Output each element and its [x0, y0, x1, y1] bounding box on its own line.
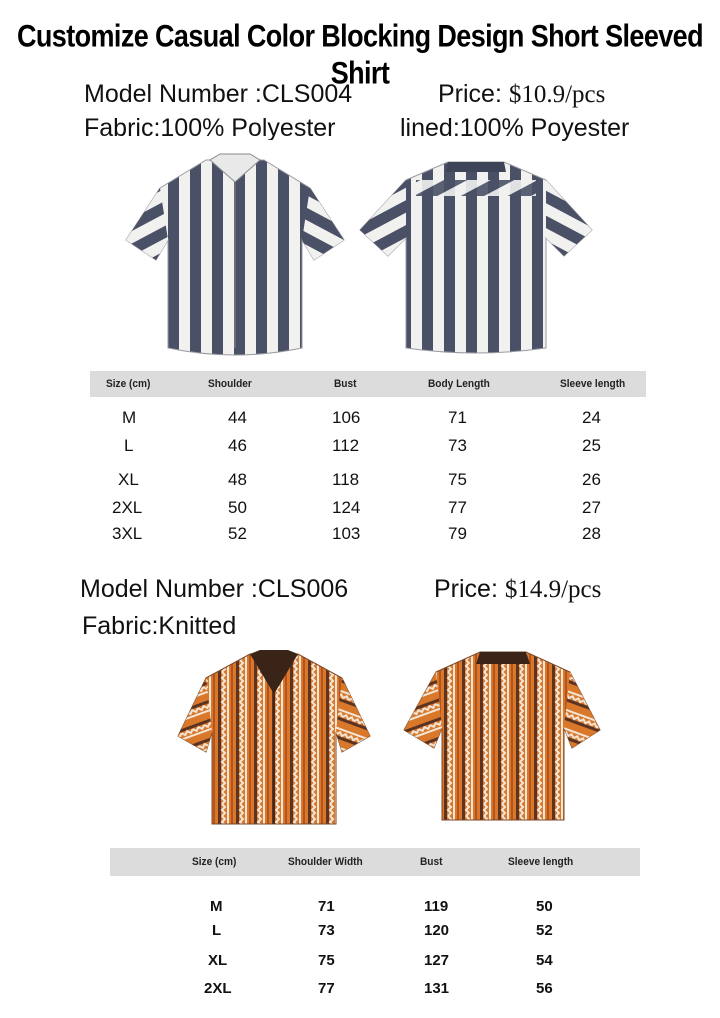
table-cell: 118 [332, 470, 360, 489]
knitted-shirt-front-image [176, 648, 372, 830]
table-cell: M [210, 898, 223, 915]
table1-header-body-length: Body Length [428, 378, 490, 390]
table1-header-size: Size (cm) [106, 378, 151, 390]
table-cell: XL [118, 470, 139, 489]
table-cell: 120 [424, 922, 450, 939]
table-cell: 48 [228, 470, 247, 489]
table-cell: 73 [448, 436, 467, 455]
table-cell: 28 [582, 524, 601, 543]
table-cell: M [122, 408, 137, 427]
table-cell: 71 [318, 898, 335, 915]
table-cell: L [124, 436, 134, 455]
table1-header-bust: Bust [334, 378, 357, 390]
table-cell: 127 [424, 952, 450, 969]
table-cell: XL [208, 952, 228, 969]
table-cell: 50 [536, 898, 553, 915]
table-cell: 25 [582, 436, 601, 455]
table-cell: 54 [536, 952, 553, 969]
knitted-shirt-back-image [402, 648, 602, 826]
table2-header-bust: Bust [420, 856, 443, 868]
price-value-2: $14.9/pcs [504, 576, 602, 603]
table-cell: 50 [228, 498, 247, 517]
table-cell: 44 [228, 408, 247, 427]
lining-1: lined:100% Poyester [400, 114, 630, 142]
table1-header-shoulder: Shoulder [208, 378, 252, 390]
table-cell: 3XL [112, 524, 143, 543]
table2-header-size: Size (cm) [192, 856, 237, 868]
table-cell: L [212, 922, 222, 939]
striped-shirt-back-image [356, 152, 596, 356]
model-number-1: Model Number :CLS004 [84, 80, 353, 108]
table-cell: 119 [424, 898, 449, 915]
table-cell: 26 [582, 470, 601, 489]
table-cell: 103 [332, 524, 361, 543]
table2-header-sleeve-length: Sleeve length [508, 856, 574, 868]
table-cell: 56 [536, 980, 553, 997]
table-cell: 52 [228, 524, 247, 543]
table-cell: 77 [318, 980, 335, 997]
table-cell: 71 [448, 408, 467, 427]
price-value-1: $10.9/pcs [508, 81, 606, 108]
price-label-1: Price: [438, 80, 502, 108]
table-cell: 2XL [204, 980, 232, 997]
table-cell: 112 [332, 436, 360, 455]
table-cell: 131 [424, 980, 450, 997]
table-cell: 75 [448, 470, 467, 489]
size-table-2-header [110, 848, 640, 876]
table-cell: 46 [228, 436, 247, 455]
table-cell: 77 [448, 498, 467, 517]
price-label-2: Price: [434, 575, 498, 603]
table-cell: 79 [448, 524, 467, 543]
fabric-2: Fabric:Knitted [82, 612, 237, 640]
table-cell: 52 [536, 922, 553, 939]
price-2 [434, 575, 601, 604]
size-table-1-header [90, 371, 646, 397]
striped-shirt-front-image [124, 148, 346, 360]
table1-header-sleeve-length: Sleeve length [560, 378, 626, 390]
fabric-1: Fabric:100% Polyester [84, 114, 336, 140]
price-1 [438, 80, 605, 109]
table-cell: 124 [332, 498, 361, 517]
table-cell: 2XL [112, 498, 143, 517]
table-cell: 75 [318, 952, 335, 969]
table2-header-shoulder-width: Shoulder Width [288, 856, 363, 868]
model-number-2: Model Number :CLS006 [80, 575, 349, 603]
table-cell: 24 [582, 408, 601, 427]
page-title: Customize Casual Color Blocking Design Short Sleeved Shirt [17, 18, 703, 91]
table-cell: 73 [318, 922, 335, 939]
table-cell: 27 [582, 498, 601, 517]
table-cell: 106 [332, 408, 361, 427]
